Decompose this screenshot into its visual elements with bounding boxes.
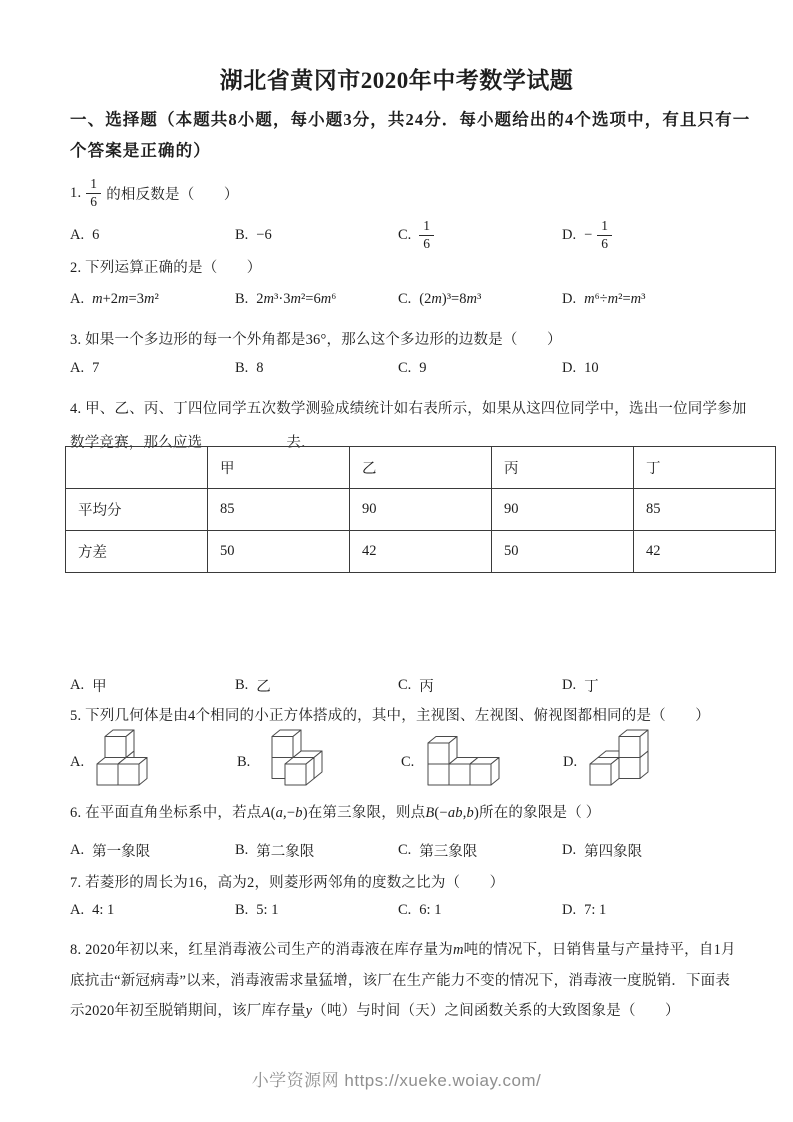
option-label: D. <box>562 677 577 693</box>
option-label: C. <box>398 360 412 376</box>
question-3-stem: 3. 如果一个多边形的每一个外角都是36°，那么这个多边形的边数是（ ） <box>70 332 562 348</box>
table-cell: 90 <box>492 489 634 531</box>
question-1-text: 的相反数是（ ） <box>106 186 239 203</box>
option-c <box>398 360 427 377</box>
option-b <box>235 212 272 258</box>
question-8-line3: 示2020年初至脱销期间，该厂库存量y（吨）与时间（天）之间函数关系的大致图象是（ ） <box>70 1003 680 1019</box>
option-fraction: − $\frac{1}{6}$ <box>584 218 612 253</box>
option-label: B. <box>235 677 249 693</box>
option-b <box>235 840 314 861</box>
question-2-options <box>70 291 750 321</box>
question-6-options <box>70 840 750 870</box>
option-b <box>235 902 278 919</box>
option-text: (2m)³=8m³ <box>419 291 482 307</box>
question-8-line2: 底抗击“新冠病毒”以来，消毒液需求量猛增，该厂在生产能力不变的情况下，消毒液一度脱销．下面表 <box>70 972 731 989</box>
question-1-number: 1. <box>70 184 82 201</box>
option-label: C. <box>398 226 412 243</box>
table-cell: 丙 <box>492 447 634 489</box>
option-text: 6: 1 <box>419 902 442 918</box>
option-text: 9 <box>419 360 427 376</box>
option-label: C. <box>398 291 412 307</box>
option-label: C. <box>398 902 412 918</box>
option-c <box>398 675 434 696</box>
option-text: 乙 <box>256 679 271 695</box>
question-5-figures <box>70 729 770 789</box>
option-d <box>562 360 599 377</box>
option-a <box>70 212 99 258</box>
option-fraction: $\frac{1}{6}$ <box>419 218 434 253</box>
option-text: 丁 <box>584 679 599 695</box>
site-watermark: 小学资源网 https://xueke.woiay.com/ <box>251 1071 542 1090</box>
option-label: D. <box>562 902 577 918</box>
option-label: B. <box>235 226 249 243</box>
cubes-drawing <box>426 729 508 787</box>
option-label: B. <box>235 902 249 918</box>
option-a <box>70 840 150 861</box>
option-label: A. <box>70 842 85 858</box>
option-text: 第三象限 <box>419 844 478 860</box>
question-2-stem: 2. 下列运算正确的是（ ） <box>70 260 262 276</box>
cubes-drawing <box>95 729 177 787</box>
page-title: 湖北省黄冈市2020年中考数学试题 <box>219 68 574 93</box>
table-row <box>66 447 776 489</box>
section-heading-line1: 一、选择题（本题共8小题，每小题3分，共24分．每小题给出的4个选项中，有且只有一 <box>70 110 751 129</box>
option-text: 第四象限 <box>584 844 643 860</box>
table-cell: 50 <box>208 531 350 573</box>
option-b <box>235 291 336 308</box>
option-text: −6 <box>256 226 272 243</box>
option-label: A. <box>70 226 85 243</box>
option-d <box>562 291 645 308</box>
option-label: A. <box>70 902 85 918</box>
option-text: 10 <box>584 360 599 376</box>
option-d <box>562 675 599 696</box>
question-7-stem: 7. 若菱形的周长为16，高为2，则菱形两邻角的度数之比为（ ） <box>70 875 505 891</box>
question-4-line2: 数学竞赛，那么应选 去． <box>70 426 747 460</box>
option-a <box>70 360 99 377</box>
option-label: A. <box>70 677 85 693</box>
answer-blank <box>202 432 286 447</box>
table-row <box>66 489 776 531</box>
option-text: 丙 <box>419 679 434 695</box>
option-label: C. <box>398 842 412 858</box>
option-label: A. <box>70 360 85 376</box>
question-4-line1: 4. 甲、乙、丙、丁四位同学五次数学测验成绩统计如右表所示，如果从这四位同学中，选出一位同学参加 <box>70 401 747 417</box>
option-c <box>398 902 441 919</box>
option-label: B. <box>235 842 249 858</box>
scores-table <box>65 446 776 573</box>
table-cell: 乙 <box>350 447 492 489</box>
option-label: A. <box>70 291 85 307</box>
option-label: D. <box>562 842 577 858</box>
question-3-options <box>70 360 750 390</box>
table-cell: 50 <box>492 531 634 573</box>
figure-label: C. <box>401 754 415 770</box>
option-text: m+2m=3m² <box>92 291 159 307</box>
option-text: 甲 <box>92 679 107 695</box>
table-cell: 85 <box>208 489 350 531</box>
question-5-stem: 5. 下列几何体是由4个相同的小正方体搭成的，其中，主视图、左视图、俯视图都相同的是（ ） <box>70 708 710 724</box>
question-7-options <box>70 902 750 932</box>
option-a <box>70 675 107 696</box>
option-text: m⁶÷m²=m³ <box>584 291 646 307</box>
option-text: 第二象限 <box>256 844 315 860</box>
option-b <box>235 360 264 377</box>
question-4-options <box>70 675 750 705</box>
option-a <box>70 902 114 919</box>
minus-sign: − <box>584 226 593 243</box>
option-d <box>562 902 606 919</box>
option-d <box>562 840 642 861</box>
figure-label: A. <box>70 754 85 770</box>
option-a <box>70 291 159 308</box>
option-text: 6 <box>92 226 100 243</box>
option-text: 7: 1 <box>584 902 607 918</box>
option-c <box>398 212 434 258</box>
option-label: D. <box>562 360 577 376</box>
section-heading-line2: 个答案是正确的） <box>70 141 211 160</box>
option-text: 2m³·3m²=6m⁶ <box>256 291 337 307</box>
cube-figure-c <box>401 729 521 789</box>
option-label: D. <box>562 226 577 243</box>
option-text: 5: 1 <box>256 902 279 918</box>
cube-figure-a <box>70 729 190 789</box>
figure-label: D. <box>563 754 578 770</box>
option-c <box>398 291 481 308</box>
table-cell: 42 <box>350 531 492 573</box>
option-d <box>562 212 612 258</box>
table-cell: 平均分 <box>66 489 208 531</box>
table-cell: 甲 <box>208 447 350 489</box>
question-1-fraction: $\frac{1}{6}$ <box>86 176 101 211</box>
question-6-stem: 6. 在平面直角坐标系中，若点A(a,−b)在第三象限，则点B(−ab,b)所在的象限是（ ） <box>70 805 601 821</box>
option-label: B. <box>235 360 249 376</box>
option-c <box>398 840 477 861</box>
table-cell <box>66 447 208 489</box>
question-8-stem <box>70 935 736 1027</box>
question-1-options <box>70 212 750 258</box>
table-cell: 90 <box>350 489 492 531</box>
option-label: D. <box>562 291 577 307</box>
option-text: 第一象限 <box>92 844 151 860</box>
cubes-drawing <box>262 729 344 787</box>
option-text: 4: 1 <box>92 902 115 918</box>
table-cell: 方差 <box>66 531 208 573</box>
question-8-line1: 8. 2020年初以来，红星消毒液公司生产的消毒液在库存量为m吨的情况下，日销售量与产量持平，自1月 <box>70 942 736 958</box>
option-b <box>235 675 271 696</box>
section-heading <box>70 104 750 166</box>
option-label: C. <box>398 677 412 693</box>
cubes-drawing <box>588 729 670 787</box>
table-row <box>66 531 776 573</box>
cube-figure-d <box>563 729 683 789</box>
table-cell: 85 <box>634 489 776 531</box>
option-text: 7 <box>92 360 100 376</box>
option-label: B. <box>235 291 249 307</box>
cube-figure-b <box>237 729 357 789</box>
figure-label: B. <box>237 754 251 770</box>
table-cell: 丁 <box>634 447 776 489</box>
question-1-stem <box>70 176 239 211</box>
option-text: 8 <box>256 360 264 376</box>
table-cell: 42 <box>634 531 776 573</box>
